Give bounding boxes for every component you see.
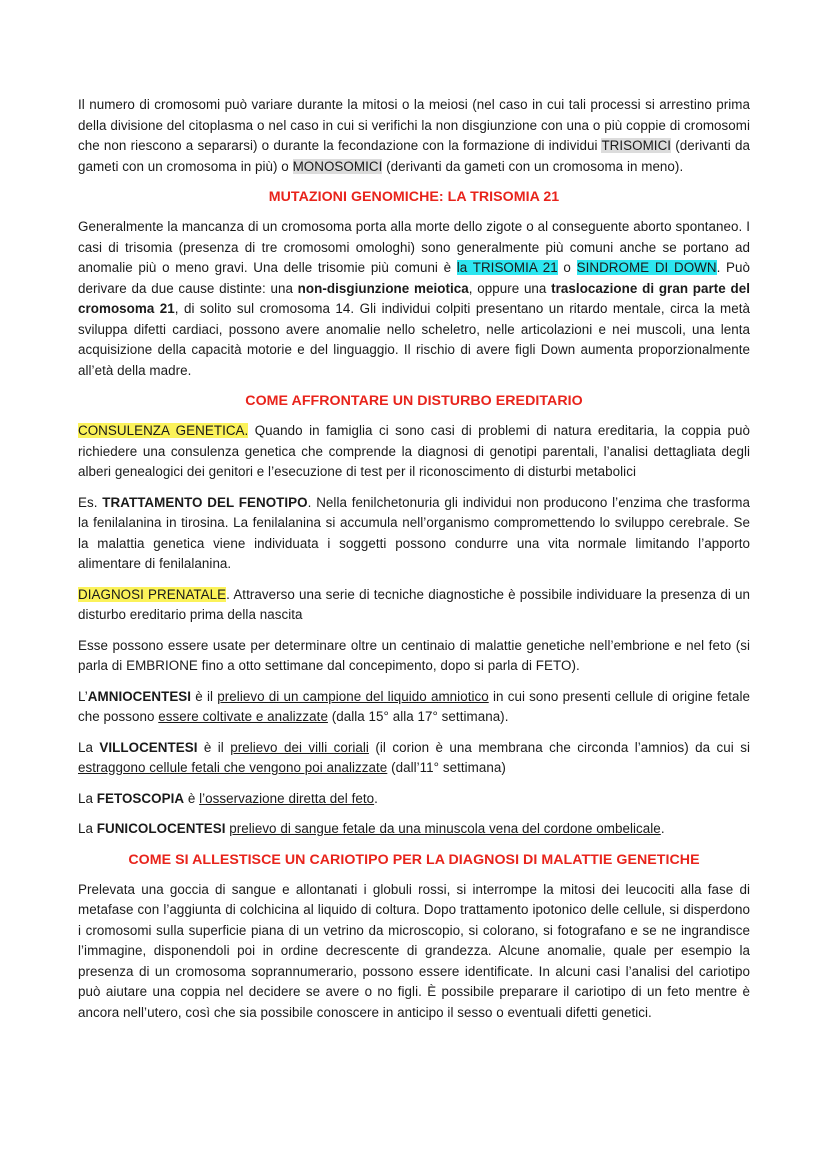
consulenza-paragraph	[78, 421, 750, 483]
bold-funicolocentesi: FUNICOLOCENTESI	[96, 821, 226, 836]
text-run: (derivanti da gameti con un cromosoma in meno).	[382, 158, 684, 174]
text-run: , oppure una	[468, 280, 552, 296]
trisomia-paragraph	[78, 217, 750, 381]
underline-prelievo-sangue: prelievo di sangue fetale da una minuscola vena del cordone ombelicale	[229, 821, 661, 836]
text-run: o	[557, 260, 577, 275]
text-run: è	[184, 790, 200, 806]
text-run: (derivanti da gameti con un cromosoma in più) o	[78, 138, 751, 174]
text-run: in cui sono presenti cellule di origine fetale che possono	[78, 688, 750, 724]
text-run: (dalla 15° alla 17° settimana).	[327, 709, 509, 724]
text-run: La	[78, 821, 97, 836]
text-run: (il corion è una membrana che circonda l’amnios) da cui si	[368, 739, 751, 755]
bold-fetoscopia: FETOSCOPIA	[96, 790, 185, 806]
villocentesi-paragraph	[78, 738, 750, 779]
highlight-trisomia-21: la TRISOMIA 21	[456, 260, 558, 275]
text-run: .	[660, 821, 665, 836]
text-run: . Attraverso una serie di tecniche diagnostiche è possibile individuare la presenza di un disturbo ereditario prima della nascita	[78, 586, 750, 622]
highlight-consulenza-genetica: CONSULENZA GENETICA.	[78, 423, 249, 438]
bold-non-disgiunzione: non-disgiunzione meiotica	[297, 280, 469, 296]
intro-paragraph	[78, 95, 750, 177]
text-run: Generalmente la mancanza di un cromosoma porta alla morte dello zigote o al conseguente aborto spontaneo. I casi di trisomia (presenza di tre cromosomi omologhi) sono generalmente più comuni anche se portano ad anomalie più o meno gravi. Una delle trisomie più comuni è	[78, 219, 750, 275]
text-run: L’	[78, 688, 88, 704]
heading-mutazioni-genomiche: MUTAZIONI GENOMICHE: LA TRISOMIA 21	[268, 189, 560, 205]
heading-cariotipo: COME SI ALLESTISCE UN CARIOTIPO PER LA DIAGNOSI DI MALATTIE GENETICHE	[128, 851, 700, 868]
trattamento-paragraph	[78, 493, 750, 575]
highlight-diagnosi-prenatale: DIAGNOSI PRENATALE	[78, 586, 227, 602]
highlight-sindrome-di-down: SINDROME DI DOWN	[576, 260, 717, 275]
bold-villocentesi: VILLOCENTESI	[99, 739, 198, 755]
bold-amniocentesi: AMNIOCENTESI	[87, 688, 192, 704]
text-run: La	[78, 739, 100, 755]
highlight-monosomici: MONOSOMICI	[292, 158, 383, 174]
text-run: . Può derivare da due cause distinte: una	[78, 260, 750, 296]
underline-prelievo-liquido: prelievo di un campione del liquido amniotico	[217, 688, 489, 704]
text-run: Il numero di cromosomi può variare durante la mitosi o la meiosi (nel caso in cui tali processi si arrestino prima della divisione del citoplasma o nel caso in cui si verifichi la non disgiunzione con una o più coppie di cromosomi che non riescono a separarsi) o durante la fecondazione con la formazione di individui	[78, 97, 750, 153]
funicolocentesi-paragraph	[78, 819, 750, 840]
document-page	[78, 95, 750, 1033]
underline-cellule-fetali: estraggono cellule fetali che vengono poi analizzate	[78, 760, 388, 775]
text-run: . Nella fenilchetonuria gli individui non producono l’enzima che trasforma la fenilalanina in tirosina. La fenilalanina si accumula nell’organismo compromettendo lo sviluppo cerebrale. Se la malattia genetica viene individuata i soggetti possono condurre una vita normale limitando l’apporto alimentare di fenilalanina.	[78, 494, 750, 571]
heading-disturbo-ereditario: COME AFFRONTARE UN DISTURBO EREDITARIO	[245, 393, 583, 409]
fetoscopia-paragraph	[78, 789, 750, 810]
bold-trattamento-fenotipo: TRATTAMENTO DEL FENOTIPO	[102, 494, 308, 510]
underline-coltivate: essere coltivate e analizzate	[158, 709, 328, 724]
esse-paragraph: Esse possono essere usate per determinare oltre un centinaio di malattie genetiche nell’embrione e nel feto (si parla di EMBRIONE fino a otto settimane dal concepimento, dopo si parla di FETO).	[78, 637, 750, 673]
bold-traslocazione: traslocazione di gran parte del cromosoma 21	[78, 280, 750, 316]
amniocentesi-paragraph	[78, 687, 750, 728]
text-run: è il	[197, 739, 231, 755]
text-run: Quando in famiglia ci sono casi di problemi di natura ereditaria, la coppia può richiedere una consulenza genetica che comprende la diagnosi di genotipi parentali, l’analisi dettagliata degli alberi genealogici dei genitori e l’esecuzione di test per il riconoscimento di disturbi metabolici	[78, 423, 750, 479]
diagnosi-paragraph	[78, 585, 750, 626]
text-run: La	[78, 790, 97, 806]
highlight-trisomici: TRISOMICI	[601, 138, 672, 153]
text-run: .	[374, 790, 378, 806]
text-run: è il	[191, 688, 218, 704]
underline-villi-coriali: prelievo dei villi coriali	[230, 739, 369, 755]
text-run: Es.	[78, 494, 103, 510]
cariotipo-paragraph: Prelevata una goccia di sangue e allontanati i globuli rossi, si interrompe la mitosi dei leucociti alla fase di metafase con l’aggiunta di colchicina al liquido di coltura. Dopo trattamento ipotonico delle cellule, si disperdono i cromosomi sulla superficie piana di un vetrino da microscopio, si colorano, si fotografano e se ne ingrandisce l’immagine, disponendoli poi in ordine decrescente di grandezza. Alcune anomalie, quale per esempio la presenza di un cromosoma soprannumerario, possono essere identificate. In alcuni casi l’analisi del cariotipo può aiutare una coppia nel decidere se avere o no figli. È possibile preparare il cariotipo di un feto mentre è ancora nell’utero, così che sia possibile conoscere in anticipo il sesso o eventuali difetti genetici.	[78, 881, 750, 1020]
text-run: (dall’11° settimana)	[387, 760, 506, 775]
underline-osservazione-feto: l’osservazione diretta del feto	[199, 790, 375, 806]
text-run: , di solito sul cromosoma 14. Gli individui colpiti presentano un ritardo mentale, circa la metà sviluppa difetti cardiaci, possono avere anomalie nello scheletro, nelle articolazioni e nei muscoli, una lenta acquisizione della capacità motorie e del linguaggio. Il rischio di avere figli Down aumenta proporzionalmente all’età della madre.	[78, 301, 750, 378]
